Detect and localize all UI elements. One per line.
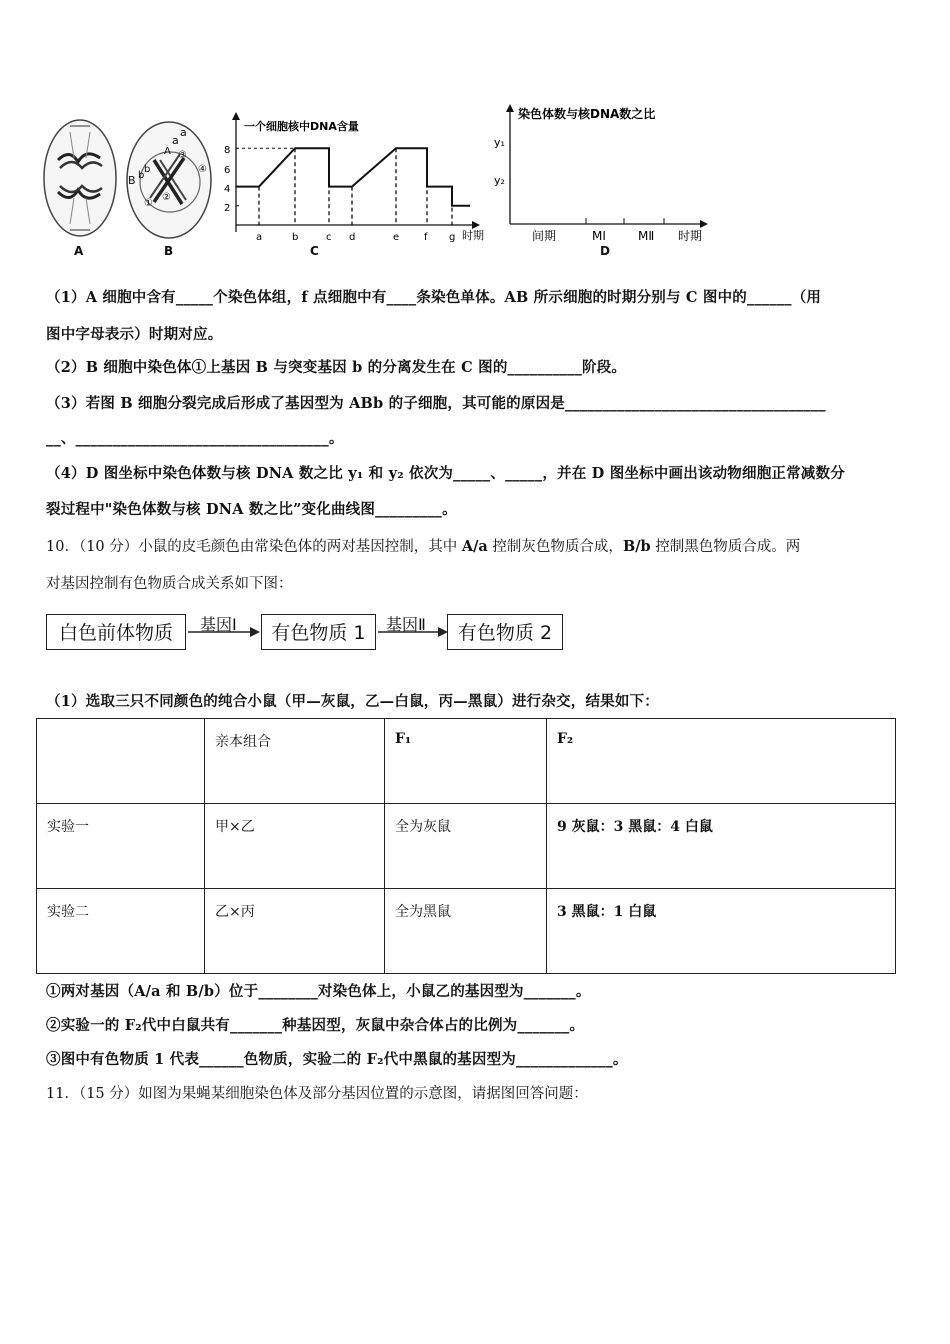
y-tick-label: 4 xyxy=(224,184,231,195)
q9-part3-line1: （3）若图 B 细胞分裂完成后形成了基因型为 ABb 的子细胞，其可能的原因是___________________________________ xyxy=(46,395,826,412)
x-tick-labels xyxy=(256,232,455,243)
gene-label: b xyxy=(144,164,151,175)
q9-part1-line1: （1）A 细胞中含有_____个染色体组，f 点细胞中有____条染色单体。AB 所示细胞的时期分别与 C 图中的______（用 xyxy=(46,289,822,306)
table-cell: 甲×乙 xyxy=(205,804,385,889)
dna-content-line xyxy=(236,148,470,225)
chart-c-title: 一个细胞核中DNA含量 xyxy=(244,120,359,133)
x-tick-label: 间期 xyxy=(532,229,557,243)
table-cell: 全为黑鼠 xyxy=(385,889,547,974)
y-tick-label: 6 xyxy=(224,165,231,176)
chart-d xyxy=(492,100,722,248)
flow-label-gene2: 基因Ⅱ xyxy=(386,615,426,634)
table-row xyxy=(37,804,896,889)
gene-label: b xyxy=(138,170,145,181)
figure-label-c: C xyxy=(310,244,319,258)
q9-part2: （2）B 细胞中染色体①上基因 B 与突变基因 b 的分离发生在 C 图的__________阶段。 xyxy=(46,359,627,376)
cell-a-figure xyxy=(40,118,120,242)
q10-subq2: ②实验一的 F₂代中白鼠共有_______种基因型，灰鼠中杂合体占的比例为_______。 xyxy=(46,1017,585,1034)
figure-label-a: A xyxy=(74,244,84,258)
table-cell: 实验二 xyxy=(37,889,205,974)
gene-label: ③ xyxy=(178,150,187,161)
table-header: F₂ xyxy=(547,719,896,804)
gene-label: a xyxy=(180,126,187,139)
table-header: 亲本组合 xyxy=(205,719,385,804)
x-axis-label: 时期 xyxy=(678,229,703,243)
flow-box-colored-2: 有色物质 2 xyxy=(447,614,563,650)
q10-sub1: （1）选取三只不同颜色的纯合小鼠（甲—灰鼠，乙—白鼠，丙—黑鼠）进行杂交，结果如下： xyxy=(46,693,659,710)
q10-intro-line1: 10．（10 分）小鼠的皮毛颜色由常染色体的两对基因控制，其中 A/a 控制灰色物质合成，B/b 控制黑色物质合成。两 xyxy=(46,538,801,555)
q9-part3-line2: __、__________________________________。 xyxy=(46,430,344,447)
gene-label: A xyxy=(164,146,171,157)
figure-label-b: B xyxy=(164,244,174,258)
y-tick-label: 2 xyxy=(224,203,231,214)
x-tick-label: e xyxy=(393,232,400,243)
q11-intro: 11．（15 分）如图为果蝇某细胞染色体及部分基因位置的示意图，请据图回答问题： xyxy=(46,1086,588,1102)
dna-series-line xyxy=(236,148,470,206)
x-tick-label: MⅠ xyxy=(592,229,606,243)
x-tick-label: MⅡ xyxy=(638,229,655,243)
y-tick-label: y₂ xyxy=(494,174,505,187)
table-row xyxy=(37,889,896,974)
table-cell: 全为灰鼠 xyxy=(385,804,547,889)
table-header: F₁ xyxy=(385,719,547,804)
cell-b-figure xyxy=(124,120,214,242)
q9-part4-line2: 裂过程中"染色体数与核 DNA 数之比”变化曲线图_________。 xyxy=(46,501,457,518)
flow-box-colored-1: 有色物质 1 xyxy=(261,614,376,650)
q10-subq3: ③图中有色物质 1 代表______色物质，实验二的 F₂代中黑鼠的基因型为_____________。 xyxy=(46,1051,628,1068)
x-tick-label: b xyxy=(292,232,299,243)
gene-label: a xyxy=(172,134,179,147)
gene-label: ① xyxy=(144,198,153,209)
q10-intro-line2: 对基因控制有色物质合成关系如下图： xyxy=(46,576,293,592)
q10-number: 10．（10 分） xyxy=(46,539,139,555)
chart-c xyxy=(222,108,502,248)
x-tick-label: f xyxy=(424,232,428,243)
flow-box-white-precursor: 白色前体物质 xyxy=(46,614,186,650)
table-header xyxy=(37,719,205,804)
chart-d-title: 染色体数与核DNA数之比 xyxy=(518,107,656,121)
x-tick-label: a xyxy=(256,232,263,243)
flow-arrow-2 xyxy=(376,624,450,640)
x-tick-label: d xyxy=(349,232,356,243)
table-cell: 乙×丙 xyxy=(205,889,385,974)
y-tick-labels xyxy=(224,145,230,214)
gene-label: ② xyxy=(162,192,171,203)
x-tick-label: c xyxy=(326,232,332,243)
table-cell: 3 黑鼠：1 白鼠 xyxy=(547,889,896,974)
cross-results-table xyxy=(36,718,896,974)
gene-label: ④ xyxy=(198,164,207,175)
table-cell: 9 灰鼠：3 黑鼠：4 白鼠 xyxy=(547,804,896,889)
flow-label-gene1: 基因Ⅰ xyxy=(200,615,237,634)
q10-subq1: ①两对基因（A/a 和 B/b）位于________对染色体上，小鼠乙的基因型为_______。 xyxy=(46,983,591,1000)
y-tick-label: 8 xyxy=(224,145,231,156)
gene-label: B xyxy=(128,174,136,187)
x-tick-label: g xyxy=(449,232,456,243)
flow-arrow-1 xyxy=(186,624,262,640)
q9-part4-line1: （4）D 图坐标中染色体数与核 DNA 数之比 y₁ 和 y₂ 依次为_____、_____，并在 D 图坐标中画出该动物细胞正常减数分 xyxy=(46,465,845,482)
figure-label-d: D xyxy=(600,244,610,258)
q11-number: 11．（15 分） xyxy=(46,1086,139,1102)
y-tick-label: y₁ xyxy=(494,136,505,149)
x-axis-label: 时期 xyxy=(462,229,484,242)
table-header-row xyxy=(37,719,896,804)
table-cell: 实验一 xyxy=(37,804,205,889)
q9-part1-line2: 图中字母表示）时期对应。 xyxy=(46,326,223,343)
